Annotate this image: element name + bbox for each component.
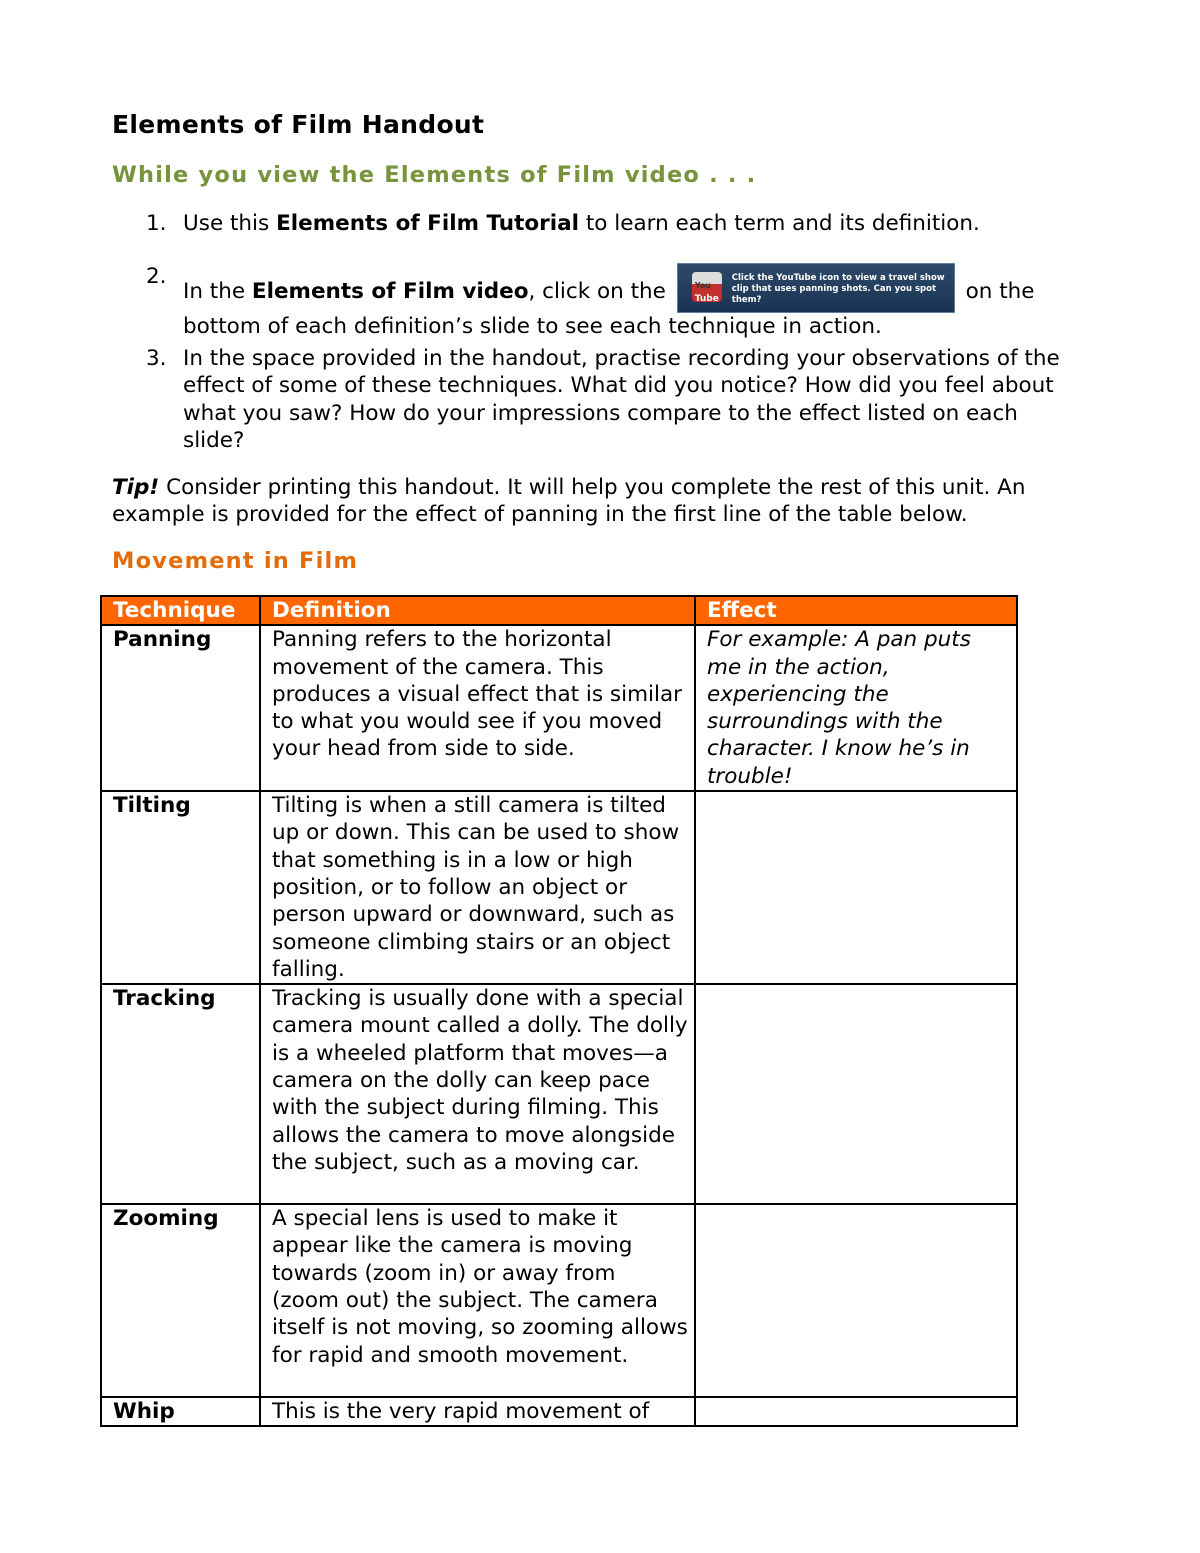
youtube-image-caption: Click the YouTube icon to view a travel show clip that uses panning shots. Can you spot them? (731, 273, 945, 305)
instruction-number-2: 2. (146, 264, 167, 289)
technique-cell: Whip (101, 1397, 260, 1426)
definition-cell: Panning refers to the horizontal movement of the camera. This produces a visual effect that is similar to what you would see if you moved your head from side to side. (260, 625, 695, 791)
header-effect: Effect (695, 596, 1017, 625)
instruction-3: In the space provided in the handout, practise recording your observations of the effect of some of these techniques. What did you notice? How did you feel about what you saw? How do your impressions compare to the effect listed on each slide? (183, 346, 1060, 453)
subheading: While you view the Elements of Film video . . . (112, 162, 757, 188)
instruction-1 (183, 210, 1103, 237)
definition-cell: This is the very rapid movement of (260, 1397, 695, 1426)
effect-cell[interactable]: For example: A pan puts me in the action, experiencing the surroundings with the character. I know he’s in trouble! (695, 625, 1017, 791)
instruction-number-3: 3. (146, 346, 167, 371)
technique-cell: Tilting (101, 791, 260, 984)
table-row (101, 1397, 1017, 1426)
effect-cell[interactable] (695, 1204, 1017, 1397)
tutorial-link-text: Elements of Film Tutorial (276, 211, 579, 236)
effect-cell[interactable] (695, 984, 1017, 1204)
technique-cell: Panning (101, 625, 260, 791)
technique-cell: Tracking (101, 984, 260, 1204)
instruction-number-1: 1. (146, 211, 167, 236)
effect-cell[interactable] (695, 791, 1017, 984)
header-definition: Definition (260, 596, 695, 625)
tip-paragraph (112, 474, 1112, 529)
technique-cell: Zooming (101, 1204, 260, 1397)
instruction-1-before: Use this (183, 211, 277, 236)
page-title: Elements of Film Handout (112, 110, 485, 139)
tip-label: Tip! (112, 475, 160, 500)
movement-table (100, 595, 1018, 1427)
instruction-2 (183, 263, 1103, 340)
tip-text: Consider printing this handout. It will help you complete the rest of this unit. An example is provided for the effect of panning in the first line of the table below. (112, 475, 1026, 528)
youtube-slide-image (677, 263, 955, 313)
instruction-2-after: on the bottom of each definition’s slide to see each technique in action. (183, 279, 1035, 339)
instruction-2-before: In the (183, 279, 252, 304)
instruction-2-middle: , click on the (528, 279, 673, 304)
definition-cell: A special lens is used to make it appear like the camera is moving towards (zoom in) or away from (zoom out) the subject. The camera itself is not moving, so zooming allows for rapid and smooth movement. (260, 1204, 695, 1397)
definition-cell: Tilting is when a still camera is tilted up or down. This can be used to show that something is in a low or high position, or to follow an object or person upward or downward, such as someone climbing stairs or an object falling. (260, 791, 695, 984)
instruction-1-after: to learn each term and its definition. (579, 211, 980, 236)
section-heading: Movement in Film (112, 548, 359, 574)
table-row (101, 791, 1017, 984)
video-link-text: Elements of Film video (251, 279, 529, 304)
table-row (101, 984, 1017, 1204)
table-row (101, 625, 1017, 791)
table-row (101, 1204, 1017, 1397)
effect-cell[interactable] (695, 1397, 1017, 1426)
table-header-row (101, 596, 1017, 625)
youtube-icon: You Tube (692, 272, 722, 302)
header-technique: Technique (101, 596, 260, 625)
definition-cell: Tracking is usually done with a special camera mount called a dolly. The dolly is a wheeled platform that moves—a camera on the dolly can keep pace with the subject during filming. This allows the camera to move alongside the subject, such as a moving car. (260, 984, 695, 1204)
